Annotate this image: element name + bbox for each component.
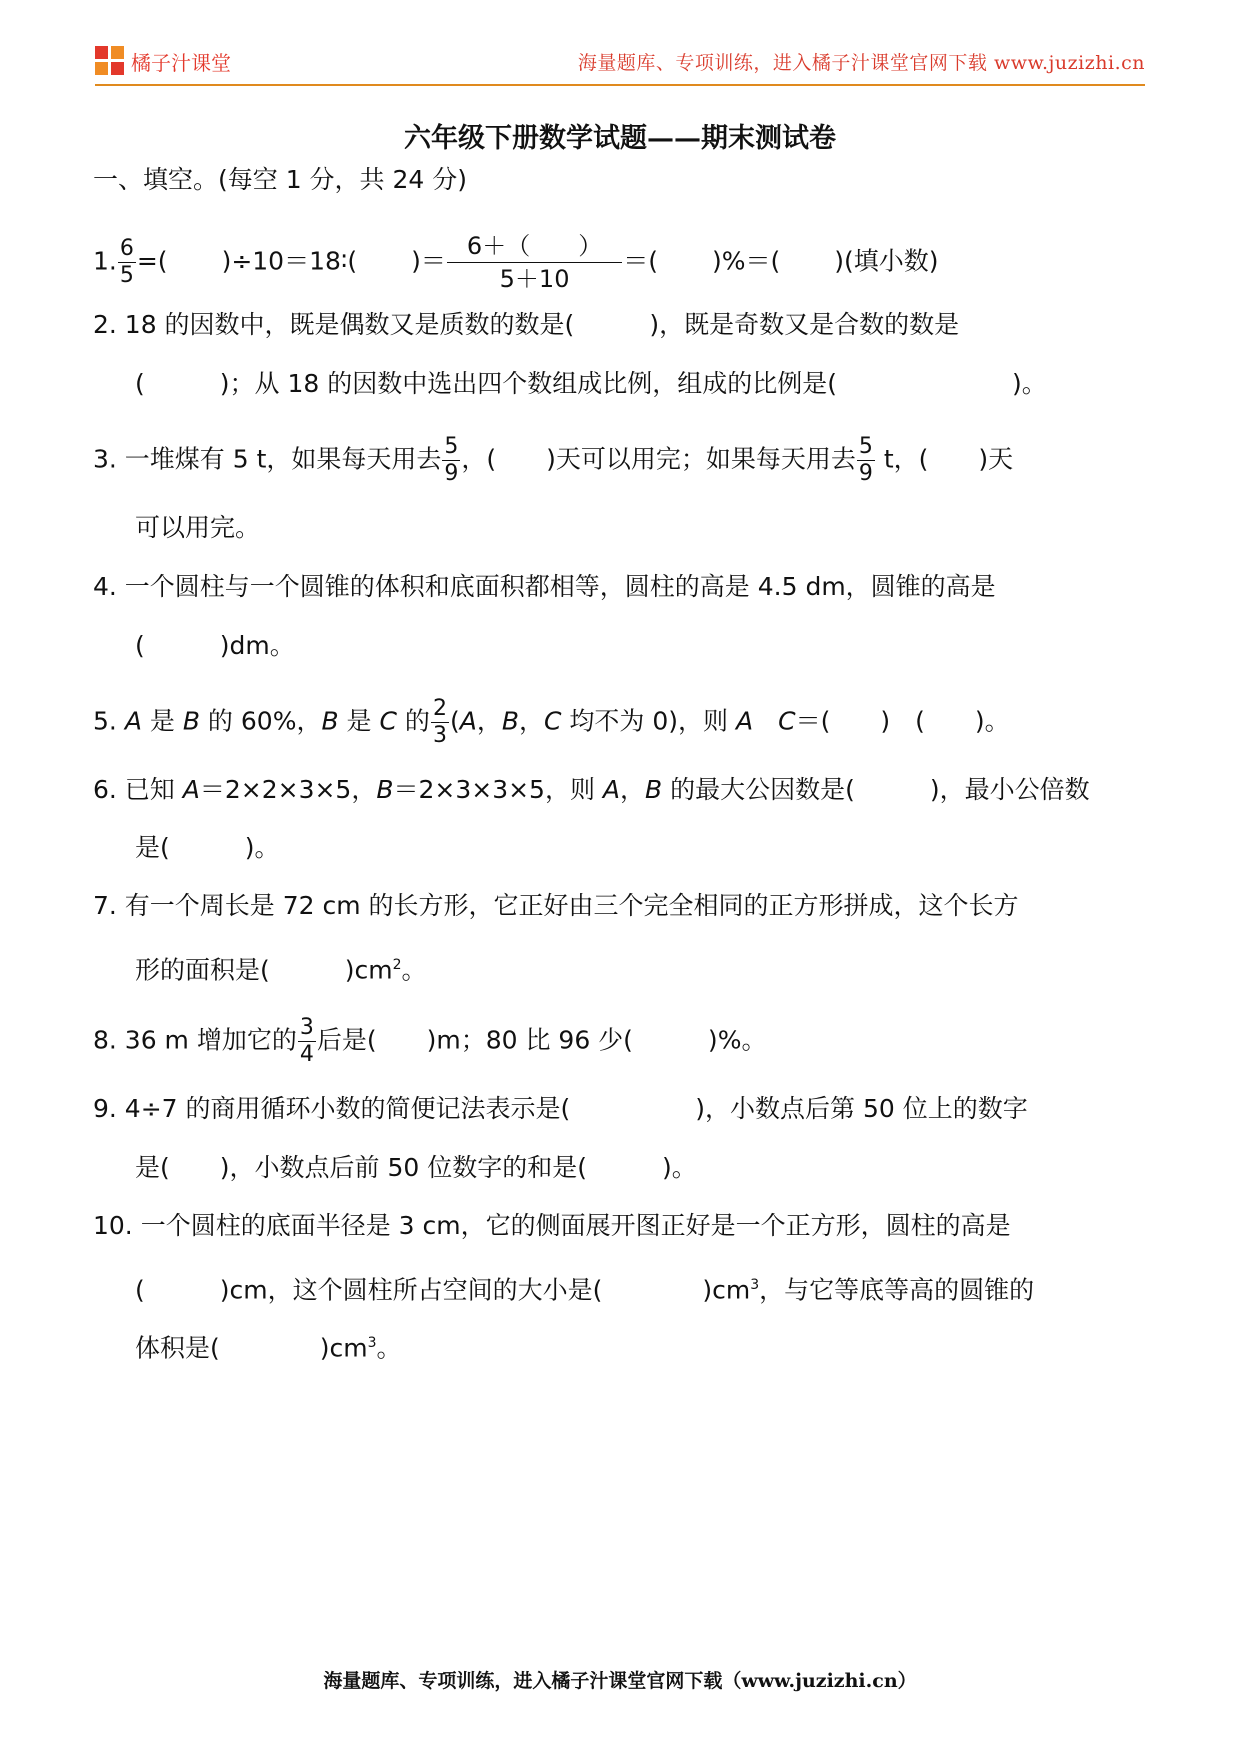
question-10-line-2: ( )cm，这个圆柱所占空间的大小是( )$cm^3$，与它等底等高的圆锥的 — [135, 1275, 1035, 1305]
question-7-line-2: 形的面积是( )$cm^2$。 — [135, 955, 427, 985]
question-9-line-1: 9. 4÷7 的商用循环小数的简便记法表示是( )，小数点后第 50 位上的数字 — [93, 1094, 1028, 1123]
page-title: 六年级下册数学试题——期末测试卷 — [404, 123, 836, 154]
fraction: $\frac{5}{9}$ — [444, 434, 459, 486]
page-footer: 海量题库、专项训练，进入橘子汁课堂官网下载（www.juzizhi.cn） — [323, 1670, 917, 1692]
question-10-line-3: 体积是( )$cm^3$。 — [135, 1333, 402, 1363]
question-8: 8. 36 m 增加它的 $\frac{3}{4}$ 后是( )m；80 比 96 少( )%。 — [93, 1015, 767, 1067]
question-9-line-2: 是( )，小数点后前 50 位数字的和是( )。 — [135, 1153, 697, 1182]
logo-text: 橘子汁课堂 — [131, 50, 231, 75]
question-10-line-1: 10. 一个圆柱的底面半径是 3 cm，它的侧面展开图正好是一个正方形，圆柱的高是 — [93, 1211, 1011, 1240]
fraction: $\frac{3}{4}$ — [299, 1015, 314, 1067]
question-1: 1. $\frac{6}{5}$ =( )÷10＝18∶( )＝ $\frac{6+( )}{5+10}$ ＝( )%＝( )(填小数) — [93, 232, 939, 293]
question-2-line-1: 2. 18 的因数中，既是偶数又是质数的数是( )，既是奇数又是合数的数是 — [93, 310, 960, 339]
question-4-line-2: ( )dm。 — [135, 631, 295, 660]
question-5: 5. A 是 B 的 60%，B 是 C 的 $\frac{2}{3}$ (A，B，C 均不为 0)，则 A C＝( ) ( )。 — [93, 696, 1010, 748]
fraction: $\frac{6}{5}$ — [119, 236, 134, 288]
question-3-line-2: 可以用完。 — [135, 513, 261, 542]
fraction: $\frac{5}{9}$ — [858, 434, 873, 486]
fraction: $\frac{2}{3}$ — [432, 696, 447, 748]
fraction: $\frac{6+( )}{5+10}$ — [447, 230, 622, 295]
header-tagline: 海量题库、专项训练，进入橘子汁课堂官网下载 www.juzizhi.cn — [577, 52, 1145, 74]
section-heading: 一、填空。(每空 1 分，共 24 分) — [93, 165, 468, 194]
question-6-line-2: 是( )。 — [135, 833, 280, 862]
logo — [95, 44, 231, 78]
question-3-line-1: 3. 一堆煤有 5 t，如果每天用去 $\frac{5}{9}$ ，( )天可以用完；如果每天用去 $\frac{5}{9}$ t，( )天 — [93, 434, 1014, 486]
question-2-line-2: ( )；从 18 的因数中选出四个数组成比例，组成的比例是( )。 — [135, 369, 1047, 398]
logo-icon — [95, 46, 125, 76]
question-4-line-1: 4. 一个圆柱与一个圆锥的体积和底面积都相等，圆柱的高是 4.5 dm，圆锥的高是 — [93, 572, 996, 601]
question-6-line-1: 6. 已知 A＝2×2×3×5，B＝2×3×3×5，则 A，B 的最大公因数是( )，最小公倍数 — [93, 775, 1090, 804]
question-7-line-1: 7. 有一个周长是 72 cm 的长方形，它正好由三个完全相同的正方形拼成，这个长方 — [93, 891, 1019, 920]
page-header — [95, 40, 1145, 86]
